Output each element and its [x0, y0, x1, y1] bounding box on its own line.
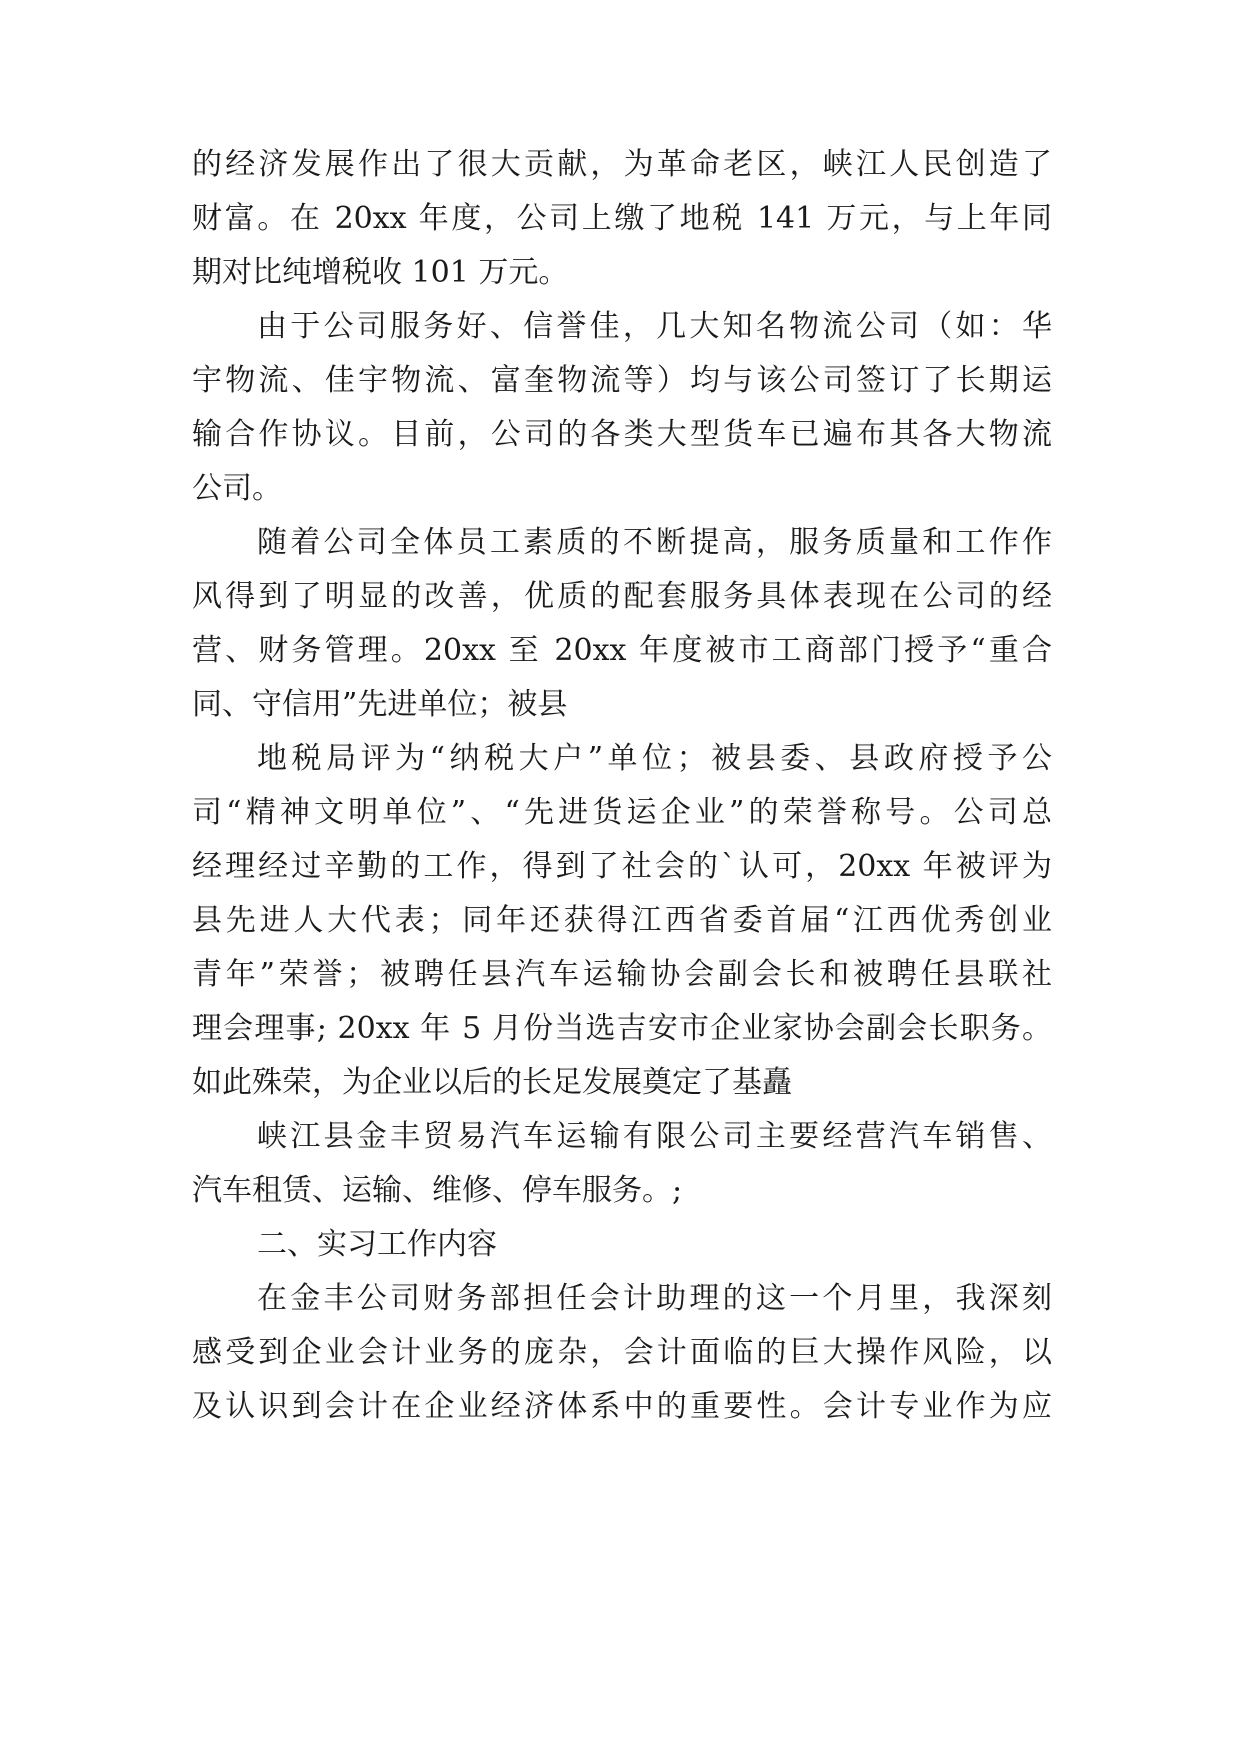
text-line: 公司。 [192, 471, 282, 506]
section-heading: 二、实习工作内容 [257, 1227, 497, 1262]
text-line: 财富。在 20xx 年度，公司上缴了地税 141 万元，与上年同 [192, 201, 1052, 236]
text-line: 宇物流、佳宇物流、富奎物流等）均与该公司签订了长期运 [192, 363, 1052, 398]
text-line: 同、守信用”先进单位；被县 [192, 687, 568, 722]
text-line: 风得到了明显的改善，优质的配套服务具体表现在公司的经 [192, 579, 1052, 614]
text-line: 输合作协议。目前，公司的各类大型货车已遍布其各大物流 [192, 417, 1052, 452]
paragraph-first-line: 由于公司服务好、信誉佳，几大知名物流公司（如：华 [257, 309, 1052, 344]
text-line: 县先进人大代表；同年还获得江西省委首届“江西优秀创业 [192, 903, 1052, 938]
paragraph-first-line: 随着公司全体员工素质的不断提高，服务质量和工作作 [257, 525, 1052, 560]
text-line: 如此殊荣，为企业以后的长足发展奠定了基矗 [192, 1065, 792, 1100]
text-line: 经理经过辛勤的工作，得到了社会的`认可，20xx 年被评为 [192, 849, 1052, 884]
paragraph-first-line: 在金丰公司财务部担任会计助理的这一个月里，我深刻 [257, 1281, 1052, 1316]
text-line: 的经济发展作出了很大贡献，为革命老区，峡江人民创造了 [192, 147, 1052, 182]
text-line: 感受到企业会计业务的庞杂，会计面临的巨大操作风险，以 [192, 1335, 1052, 1370]
paragraph-first-line: 地税局评为“纳税大户”单位；被县委、县政府授予公 [257, 741, 1052, 776]
text-line: 青年”荣誉；被聘任县汽车运输协会副会长和被聘任县联社 [192, 957, 1052, 992]
paragraph-first-line: 峡江县金丰贸易汽车运输有限公司主要经营汽车销售、 [257, 1119, 1052, 1154]
text-line: 汽车租赁、运输、维修、停车服务。; [192, 1173, 683, 1208]
text-line: 理会理事; 20xx 年 5 月份当选吉安市企业家协会副会长职务。 [192, 1011, 1052, 1046]
text-line: 期对比纯增税收 101 万元。 [192, 255, 569, 290]
text-line: 营、财务管理。20xx 至 20xx 年度被市工商部门授予“重合 [192, 633, 1052, 668]
text-line: 及认识到会计在企业经济体系中的重要性。会计专业作为应 [192, 1389, 1052, 1424]
text-line: 司“精神文明单位”、“先进货运企业”的荣誉称号。公司总 [192, 795, 1052, 830]
